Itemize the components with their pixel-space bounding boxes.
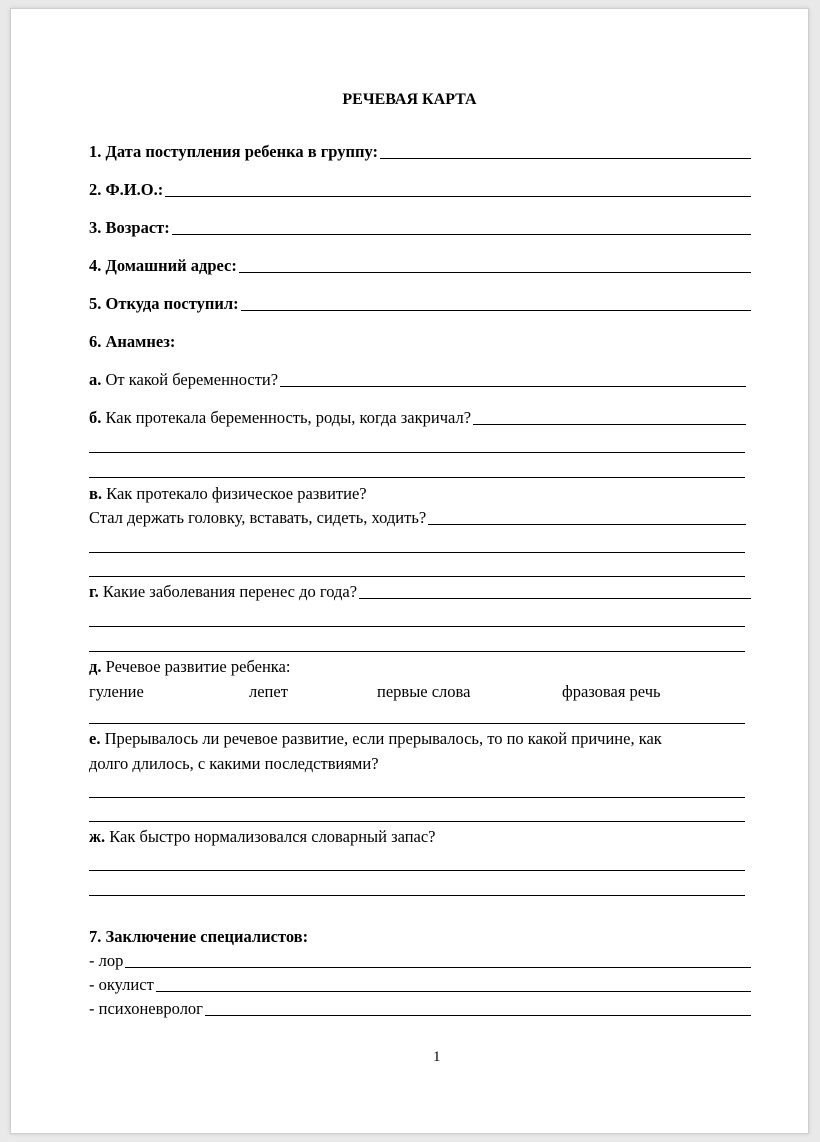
field-admission-date-line[interactable] (380, 158, 751, 159)
question-v-subtext: Стал держать головку, вставать, сидеть, ходить? (89, 508, 427, 527)
field-home-address-label: 4. Домашний адрес: (89, 256, 237, 275)
field-full-name (89, 180, 751, 200)
section-anamnesis-heading: 6. Анамнез: (89, 332, 176, 351)
field-age-line[interactable] (172, 234, 751, 235)
conclusion-ent-label: - лор (89, 951, 124, 970)
question-d-text: Речевое развитие ребенка: (105, 657, 291, 676)
conclusion-psychoneurologist-line[interactable] (205, 1015, 751, 1016)
conclusion-ent-line[interactable] (125, 967, 751, 968)
question-a-mark: а. (89, 370, 102, 389)
field-origin-label: 5. Откуда поступил: (89, 294, 239, 313)
question-a (89, 370, 746, 390)
field-admission-date-label: 1. Дата поступления ребенка в группу: (89, 142, 378, 161)
answer-line[interactable] (89, 821, 745, 822)
speech-option-cooing: гуление (89, 682, 144, 701)
answer-line[interactable] (89, 651, 745, 652)
answer-line[interactable] (89, 477, 745, 478)
question-b-line[interactable] (473, 424, 746, 425)
question-v-sub (89, 508, 746, 528)
question-v-line[interactable] (428, 524, 746, 525)
question-zh-mark: ж. (89, 827, 106, 846)
question-b-mark: б. (89, 408, 102, 427)
question-d (89, 657, 290, 677)
answer-line[interactable] (89, 552, 745, 553)
question-e-text: Прерывалось ли речевое развитие, если прерывалось, то по какой причине, как (104, 729, 662, 748)
question-v (89, 484, 367, 504)
question-e-continuation: долго длилось, с какими последствиями? (89, 754, 379, 773)
field-full-name-line[interactable] (165, 196, 751, 197)
field-origin (89, 294, 751, 314)
page-number: 1 (433, 1049, 441, 1065)
question-a-line[interactable] (280, 386, 746, 387)
field-origin-line[interactable] (241, 310, 751, 311)
speech-option-babbling: лепет (249, 682, 288, 701)
conclusion-oculist (89, 975, 751, 995)
question-v-text: Как протекало физическое развитие? (106, 484, 367, 503)
conclusion-heading: 7. Заключение специалистов: (89, 927, 309, 946)
question-d-mark: д. (89, 657, 102, 676)
question-g-line[interactable] (359, 598, 751, 599)
answer-line[interactable] (89, 895, 745, 896)
document-title: РЕЧЕВАЯ КАРТА (342, 91, 477, 108)
question-zh-text: Как быстро нормализовался словарный запас? (109, 827, 436, 846)
conclusion-psychoneurologist (89, 999, 751, 1019)
question-g (89, 582, 751, 602)
speech-option-phrasal-speech: фразовая речь (562, 682, 661, 701)
question-v-mark: в. (89, 484, 103, 503)
question-g-text: Какие заболевания перенес до года? (102, 582, 358, 601)
question-e (89, 729, 662, 749)
conclusion-oculist-line[interactable] (156, 991, 751, 992)
field-age (89, 218, 751, 238)
answer-line[interactable] (89, 870, 745, 871)
field-admission-date (89, 142, 751, 162)
answer-line[interactable] (89, 576, 745, 577)
question-zh (89, 827, 436, 847)
conclusion-psychoneurologist-label: - психоневролог (89, 999, 203, 1018)
conclusion-ent (89, 951, 751, 971)
answer-line[interactable] (89, 723, 745, 724)
field-age-label: 3. Возраст: (89, 218, 170, 237)
question-e-mark: е. (89, 729, 101, 748)
question-b-text: Как протекала беременность, роды, когда закричал? (105, 408, 472, 427)
question-g-mark: г. (89, 582, 99, 601)
document-page (10, 8, 809, 1134)
answer-line[interactable] (89, 797, 745, 798)
field-home-address (89, 256, 751, 276)
answer-line[interactable] (89, 452, 745, 453)
speech-option-first-words: первые слова (377, 682, 471, 701)
answer-line[interactable] (89, 626, 745, 627)
conclusion-oculist-label: - окулист (89, 975, 154, 994)
field-home-address-line[interactable] (239, 272, 751, 273)
question-b (89, 408, 746, 428)
field-full-name-label: 2. Ф.И.О.: (89, 180, 164, 199)
question-a-text: От какой беременности? (105, 370, 279, 389)
